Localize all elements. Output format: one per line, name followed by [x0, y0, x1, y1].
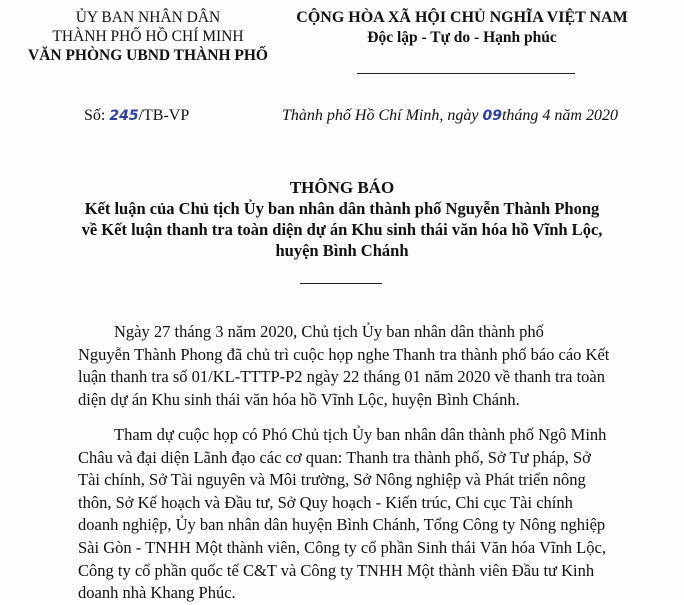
- document-number-handwritten: 245: [109, 108, 139, 124]
- document-number: [84, 107, 189, 125]
- paragraph-line: Tài chính, Sở Tài nguyên và Môi trường, Sở Nông nghiệp và Phát triển nông: [78, 470, 586, 490]
- paragraph-line: doanh nhà Khang Phúc.: [78, 583, 236, 603]
- national-title: CỘNG HÒA XÃ HỘI CHỦ NGHĨA VIỆT NAM: [296, 9, 628, 26]
- paragraph-line: Nguyễn Thành Phong đã chủ trì cuộc họp nghe Thanh tra thành phố báo cáo Kết: [78, 344, 610, 364]
- authority-line-1: ỦY BAN NHÂN DÂN: [75, 9, 221, 26]
- issuing-authority-block: [20, 8, 276, 65]
- authority-office: VĂN PHÒNG UBND THÀNH PHỐ: [28, 47, 268, 64]
- paragraph-line: Sài Gòn - TNHH Một thành viên, Công ty cổ phần Sinh thái Văn hóa Vĩnh Lộc,: [78, 537, 606, 557]
- national-motto: Độc lập - Tự do - Hạnh phúc: [367, 29, 557, 46]
- motto-underline: [357, 73, 575, 74]
- paragraph-line: Tham dự cuộc họp có Phó Chủ tịch Ủy ban nhân dân thành phố Ngô Minh: [114, 425, 607, 444]
- document-number-suffix: /TB-VP: [138, 107, 190, 124]
- date-line-month-year: tháng 4 năm 2020: [501, 107, 618, 124]
- paragraph-line: doanh nghiệp, Ủy ban nhân dân huyện Bình Chánh, Tổng Công ty Nông nghiệp: [78, 515, 606, 535]
- paragraph-line: Công ty cổ phần quốc tế C&T và Công ty TNHH Một thành viên Đầu tư Kinh: [78, 560, 595, 580]
- paragraph-line: diện dự án Khu sinh thái văn hóa hồ Vĩnh Lộc, huyện Bình Chánh.: [78, 389, 520, 409]
- paragraph-line: Châu và đại diện Lãnh đạo các cơ quan: Thanh tra thành phố, Sở Tư pháp, Sở: [78, 447, 591, 467]
- date-line: [282, 107, 618, 125]
- paragraph-line: thôn, Sở Kế hoạch và Đầu tư, Sở Quy hoạch - Kiến trúc, Chi cục Tài chính: [78, 492, 573, 512]
- paragraph-line: Ngày 27 tháng 3 năm 2020, Chủ tịch Ủy ban nhân dân thành phố: [114, 322, 544, 341]
- paragraph-attendees: [78, 424, 618, 605]
- subtitle-line: huyện Bình Chánh: [275, 241, 409, 260]
- title-underline: [300, 283, 382, 284]
- document-subtitle: [30, 198, 654, 261]
- paragraph-line: luận thanh tra số 01/KL-TTTP-P2 ngày 22 tháng 01 năm 2020 về thanh tra toàn: [78, 367, 605, 387]
- document-title: THÔNG BÁO: [289, 178, 395, 197]
- subtitle-line: về Kết luận thanh tra toàn diện dự án Khu sinh thái văn hóa hồ Vĩnh Lộc,: [81, 220, 603, 239]
- date-line-place: Thành phố Hồ Chí Minh, ngày: [282, 107, 483, 124]
- authority-line-2: THÀNH PHỐ HỒ CHÍ MINH: [52, 28, 244, 45]
- date-day-handwritten: 09: [482, 108, 502, 124]
- document-number-prefix: Số:: [84, 107, 110, 124]
- paragraph-meeting: [78, 321, 618, 411]
- national-header-block: [272, 8, 652, 48]
- subtitle-line: Kết luận của Chủ tịch Ủy ban nhân dân thành phố Nguyễn Thành Phong: [84, 199, 600, 218]
